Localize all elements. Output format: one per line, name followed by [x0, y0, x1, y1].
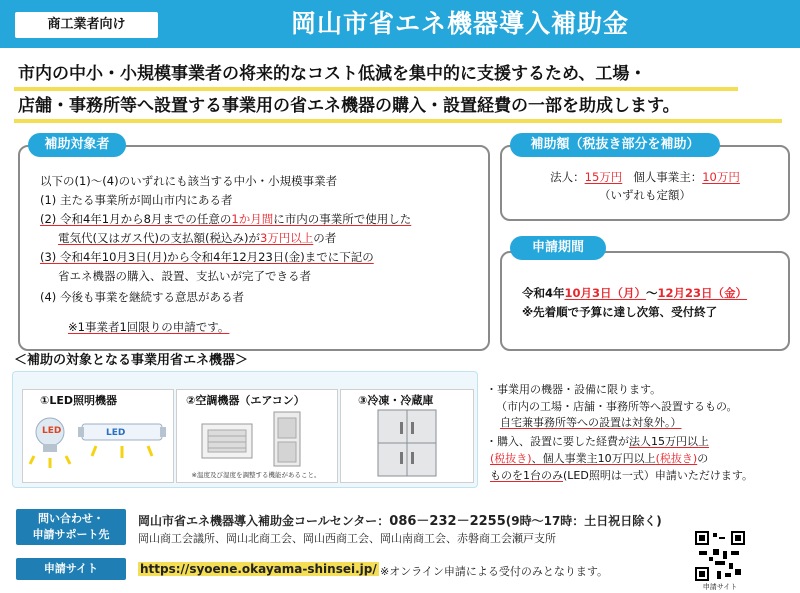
aircon-label: ②空調機器（エアコン）	[186, 394, 305, 407]
eligibility-note: ※1事業者1回限りの申請です。	[68, 320, 230, 334]
refrigerator-icon	[376, 408, 438, 480]
qr-code-icon[interactable]	[695, 531, 745, 581]
eligibility-item-2	[40, 210, 411, 229]
fridge-label: ③冷凍・冷蔵庫	[358, 394, 434, 407]
led-label: ①LED照明機器	[40, 394, 117, 407]
aircon-note: ※温度及び湿度を調整する機能があること。	[191, 471, 321, 479]
condition-2-line-1	[486, 434, 709, 449]
period-note: ※先着順で予算に達し次第、受付終了	[522, 305, 718, 319]
condition-1: ・事業用の機器・設備に限ります。	[486, 383, 662, 396]
eligibility-item-3	[40, 248, 374, 267]
item2-text-d: の者	[313, 231, 337, 245]
condition-1-exclusion: 自宅兼事務所等への設置は対象外。）	[500, 416, 682, 429]
eligibility-lead: 以下の(1)～(4)のいずれにも該当する中小・小規模事業者	[40, 174, 338, 188]
period-dates	[522, 284, 747, 303]
c2-no: の	[697, 452, 709, 465]
period-end: 12月23日（金）	[657, 286, 748, 300]
site-label: 申請サイト	[16, 558, 126, 580]
period-prefix: 令和4年	[522, 286, 565, 300]
indiv-amount: 10万円	[702, 170, 740, 184]
condition-2-line-2	[490, 451, 708, 466]
eligibility-item-4: (4) 今後も事業を継続する意思がある者	[40, 290, 244, 304]
amount-note: （いずれも定額）	[599, 188, 691, 202]
contact-center	[138, 510, 662, 529]
audience-tag: 商工業者向け	[15, 12, 158, 38]
page-title: 岡山市省エネ機器導入補助金	[290, 9, 629, 38]
equipment-section-title: ＜補助の対象となる事業用省エネ機器＞	[14, 353, 249, 368]
ceiling-ac-icon	[202, 424, 252, 458]
c2-tail: (LED照明は一式）申請いただけます。	[563, 469, 753, 482]
contact-offices: 岡山商工会議所、岡山北商工会、岡山西商工会、岡山南商工会、赤磐商工会瀬戸支所	[138, 532, 556, 545]
c2-corp: 法人15万円以上	[629, 435, 709, 448]
site-note: ※オンライン申請による受付のみとなります。	[380, 565, 609, 578]
indiv-label: 個人事業主：	[633, 170, 703, 184]
period-sep: ～	[646, 286, 658, 300]
item2-text-c: 電気代(又はガス代)の支払額(税込み)が	[58, 231, 260, 245]
item2-period: 1か月間	[231, 212, 274, 226]
led-lighting-illustration	[26, 408, 170, 478]
amount-heading: 補助額（税抜き部分を補助）	[510, 133, 720, 157]
period-heading: 申請期間	[510, 236, 606, 260]
item2-text-a: (2) 令和4年1月から8月までの任意の	[40, 212, 232, 226]
intro-underline-1	[14, 87, 738, 91]
condition-1-detail: （市内の工場・店舗・事務所等へ設置するもの。	[496, 400, 738, 413]
c2-tax1: (税抜き)	[490, 452, 532, 465]
eligibility-item-2-cont	[58, 229, 336, 248]
c2-one-unit: ものを1台のみ	[490, 469, 563, 482]
period-start: 10月3日（月）	[564, 286, 647, 300]
floor-ac-icon	[274, 412, 300, 466]
contact-phone[interactable]: 086－232－2255	[389, 514, 506, 529]
amount-values	[500, 168, 790, 187]
eligibility-item-1: (1) 主たる事業所が岡山市内にある者	[40, 193, 233, 207]
contact-hours: (9時～17時：土日祝日除く)	[505, 514, 662, 528]
air-conditioner-illustration	[190, 410, 330, 468]
call-center-name: 岡山市省エネ機器導入補助金コールセンター：	[138, 514, 390, 528]
qr-caption: 申請サイト	[702, 583, 738, 591]
intro-line-2: 店舗・事務所等へ設置する事業用の省エネ機器の購入・設置経費の一部を助成します。	[18, 96, 680, 116]
site-url-row	[138, 562, 379, 576]
item2-amount: 3万円以上	[259, 231, 314, 245]
item3-text-a: (3) 令和4年10月3日(月)から令和4年12月23日(金)までに下記の	[40, 250, 374, 264]
c2-indiv: 、個人事業主10万円以上	[531, 452, 656, 465]
intro-line-1: 市内の中小・小規模事業者の将来的なコスト低減を集中的に支援するため、工場・	[18, 64, 647, 84]
eligibility-item-3-cont: 省エネ機器の購入、設置、支払いが完了できる者	[58, 269, 311, 283]
contact-label-line-1: 問い合わせ・	[38, 512, 104, 525]
c2-text-a: ・購入、設置に要した経費が	[486, 435, 629, 448]
contact-label	[16, 509, 126, 545]
intro-underline-2	[14, 119, 782, 123]
condition-2-line-3	[490, 468, 753, 483]
site-url-link[interactable]: https://syoene.okayama-shinsei.jp/	[140, 562, 377, 576]
corp-amount: 15万円	[584, 170, 623, 184]
c2-tax2: (税抜き)	[655, 452, 698, 465]
eligibility-heading: 補助対象者	[28, 133, 126, 157]
contact-label-line-2: 申請サポート先	[32, 528, 110, 541]
led-tube-text: LED	[106, 428, 126, 438]
corp-label: 法人：	[550, 170, 585, 184]
led-bulb-text: LED	[42, 426, 62, 436]
item2-text-b: に市内の事業所で使用した	[273, 212, 412, 226]
